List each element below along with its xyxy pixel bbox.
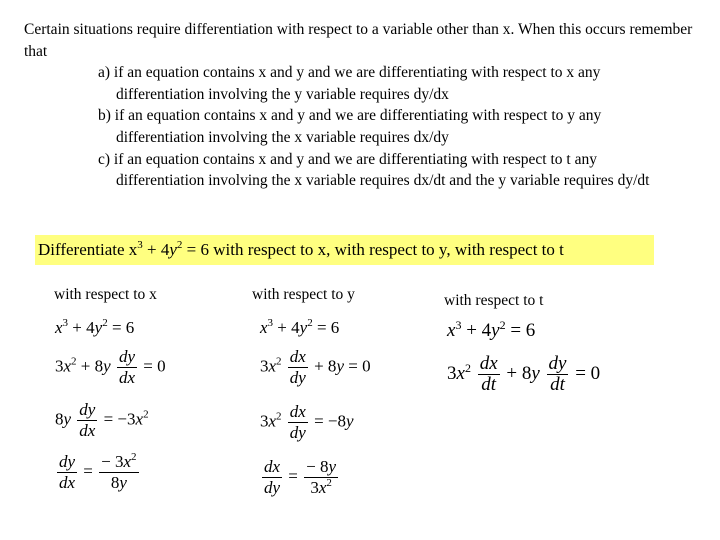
- rule-b-line1: b) if an equation contains x and y and we are differentiating with respect to y any: [98, 107, 602, 125]
- dx-dy-fraction: $\frac{dx}{dy}$: [289, 402, 306, 442]
- task-suffix: with respect to x, with respect to y, with respect to t: [209, 240, 564, 259]
- header-wrt-t: with respect to t: [444, 292, 544, 309]
- x-step4-equation: $\frac{dy}{dx}$ = $\frac{- 3x^2}{8y}$: [59, 451, 137, 492]
- x-step1-equation: $x^3 + 4y^2 = 6$: [55, 317, 135, 337]
- y-step2-equation: $3x^2$ $\frac{dx}{dy}$ + 8y = 0: [260, 347, 371, 387]
- header-wrt-y: with respect to y: [252, 286, 355, 303]
- rule-b-line2: differentiation involving the x variable requires dx/dy: [116, 128, 449, 146]
- y-step4-equation: $\frac{dx}{dy}$ = $\frac{- 8y}{3x^2}$: [264, 457, 337, 497]
- dy-dt-fraction: $\frac{dy}{dt}$: [548, 353, 567, 395]
- task-equation: $x^3 + 4y^2 = 6$: [128, 239, 210, 259]
- rule-c-line2: differentiation involving the x variable requires dx/dt and the y variable requires dy/dt: [116, 172, 650, 190]
- dx-dy-fraction: $\frac{dx}{dy}$: [264, 457, 281, 497]
- dy-dx-fraction: $\frac{dy}{dx}$: [79, 400, 96, 440]
- x-step3-equation: 8y $\frac{dy}{dx}$ = $-3x^2$: [55, 400, 149, 440]
- rule-b: [24, 105, 704, 148]
- t-step1-equation: $x^3 + 4y^2 = 6$: [447, 318, 536, 341]
- rule-a: [24, 62, 704, 105]
- task-statement: [38, 240, 564, 260]
- dy-dx-fraction: $\frac{dy}{dx}$: [118, 347, 135, 387]
- dy-dx-fraction: $\frac{dy}{dx}$: [59, 452, 76, 492]
- x-step2-equation: $3x^2 + 8y$ $\frac{dy}{dx}$ = 0: [55, 347, 166, 387]
- y-step1-equation: $x^3 + 4y^2 = 6$: [260, 317, 340, 337]
- t-step2-equation: $3x^2$ $\frac{dx}{dt}$ + 8y $\frac{dy}{dt}$ = 0: [447, 353, 601, 395]
- rule-a-line2: differentiation involving the y variable requires dy/dx: [116, 85, 449, 103]
- intro-text: [24, 19, 704, 192]
- y-step3-equation: $3x^2$ $\frac{dx}{dy}$ = −8y: [260, 402, 354, 442]
- intro-paragraph: Certain situations require differentiation with respect to a variable other than x. When this occurs remember that: [24, 21, 693, 60]
- result-fraction-x: $\frac{- 3x^2}{8y}$: [101, 451, 137, 492]
- result-fraction-y: $\frac{- 8y}{3x^2}$: [306, 457, 337, 497]
- dx-dt-fraction: $\frac{dx}{dt}$: [479, 353, 498, 395]
- rule-a-line1: a) if an equation contains x and y and we are differentiating with respect to x any: [98, 64, 601, 82]
- rule-c-line1: c) if an equation contains x and y and we are differentiating with respect to t any: [98, 150, 597, 168]
- rule-c: [24, 149, 704, 192]
- header-wrt-x: with respect to x: [54, 286, 157, 303]
- task-prefix: Differentiate: [38, 240, 129, 259]
- task-box: [35, 235, 654, 265]
- dx-dy-fraction: $\frac{dx}{dy}$: [289, 347, 306, 387]
